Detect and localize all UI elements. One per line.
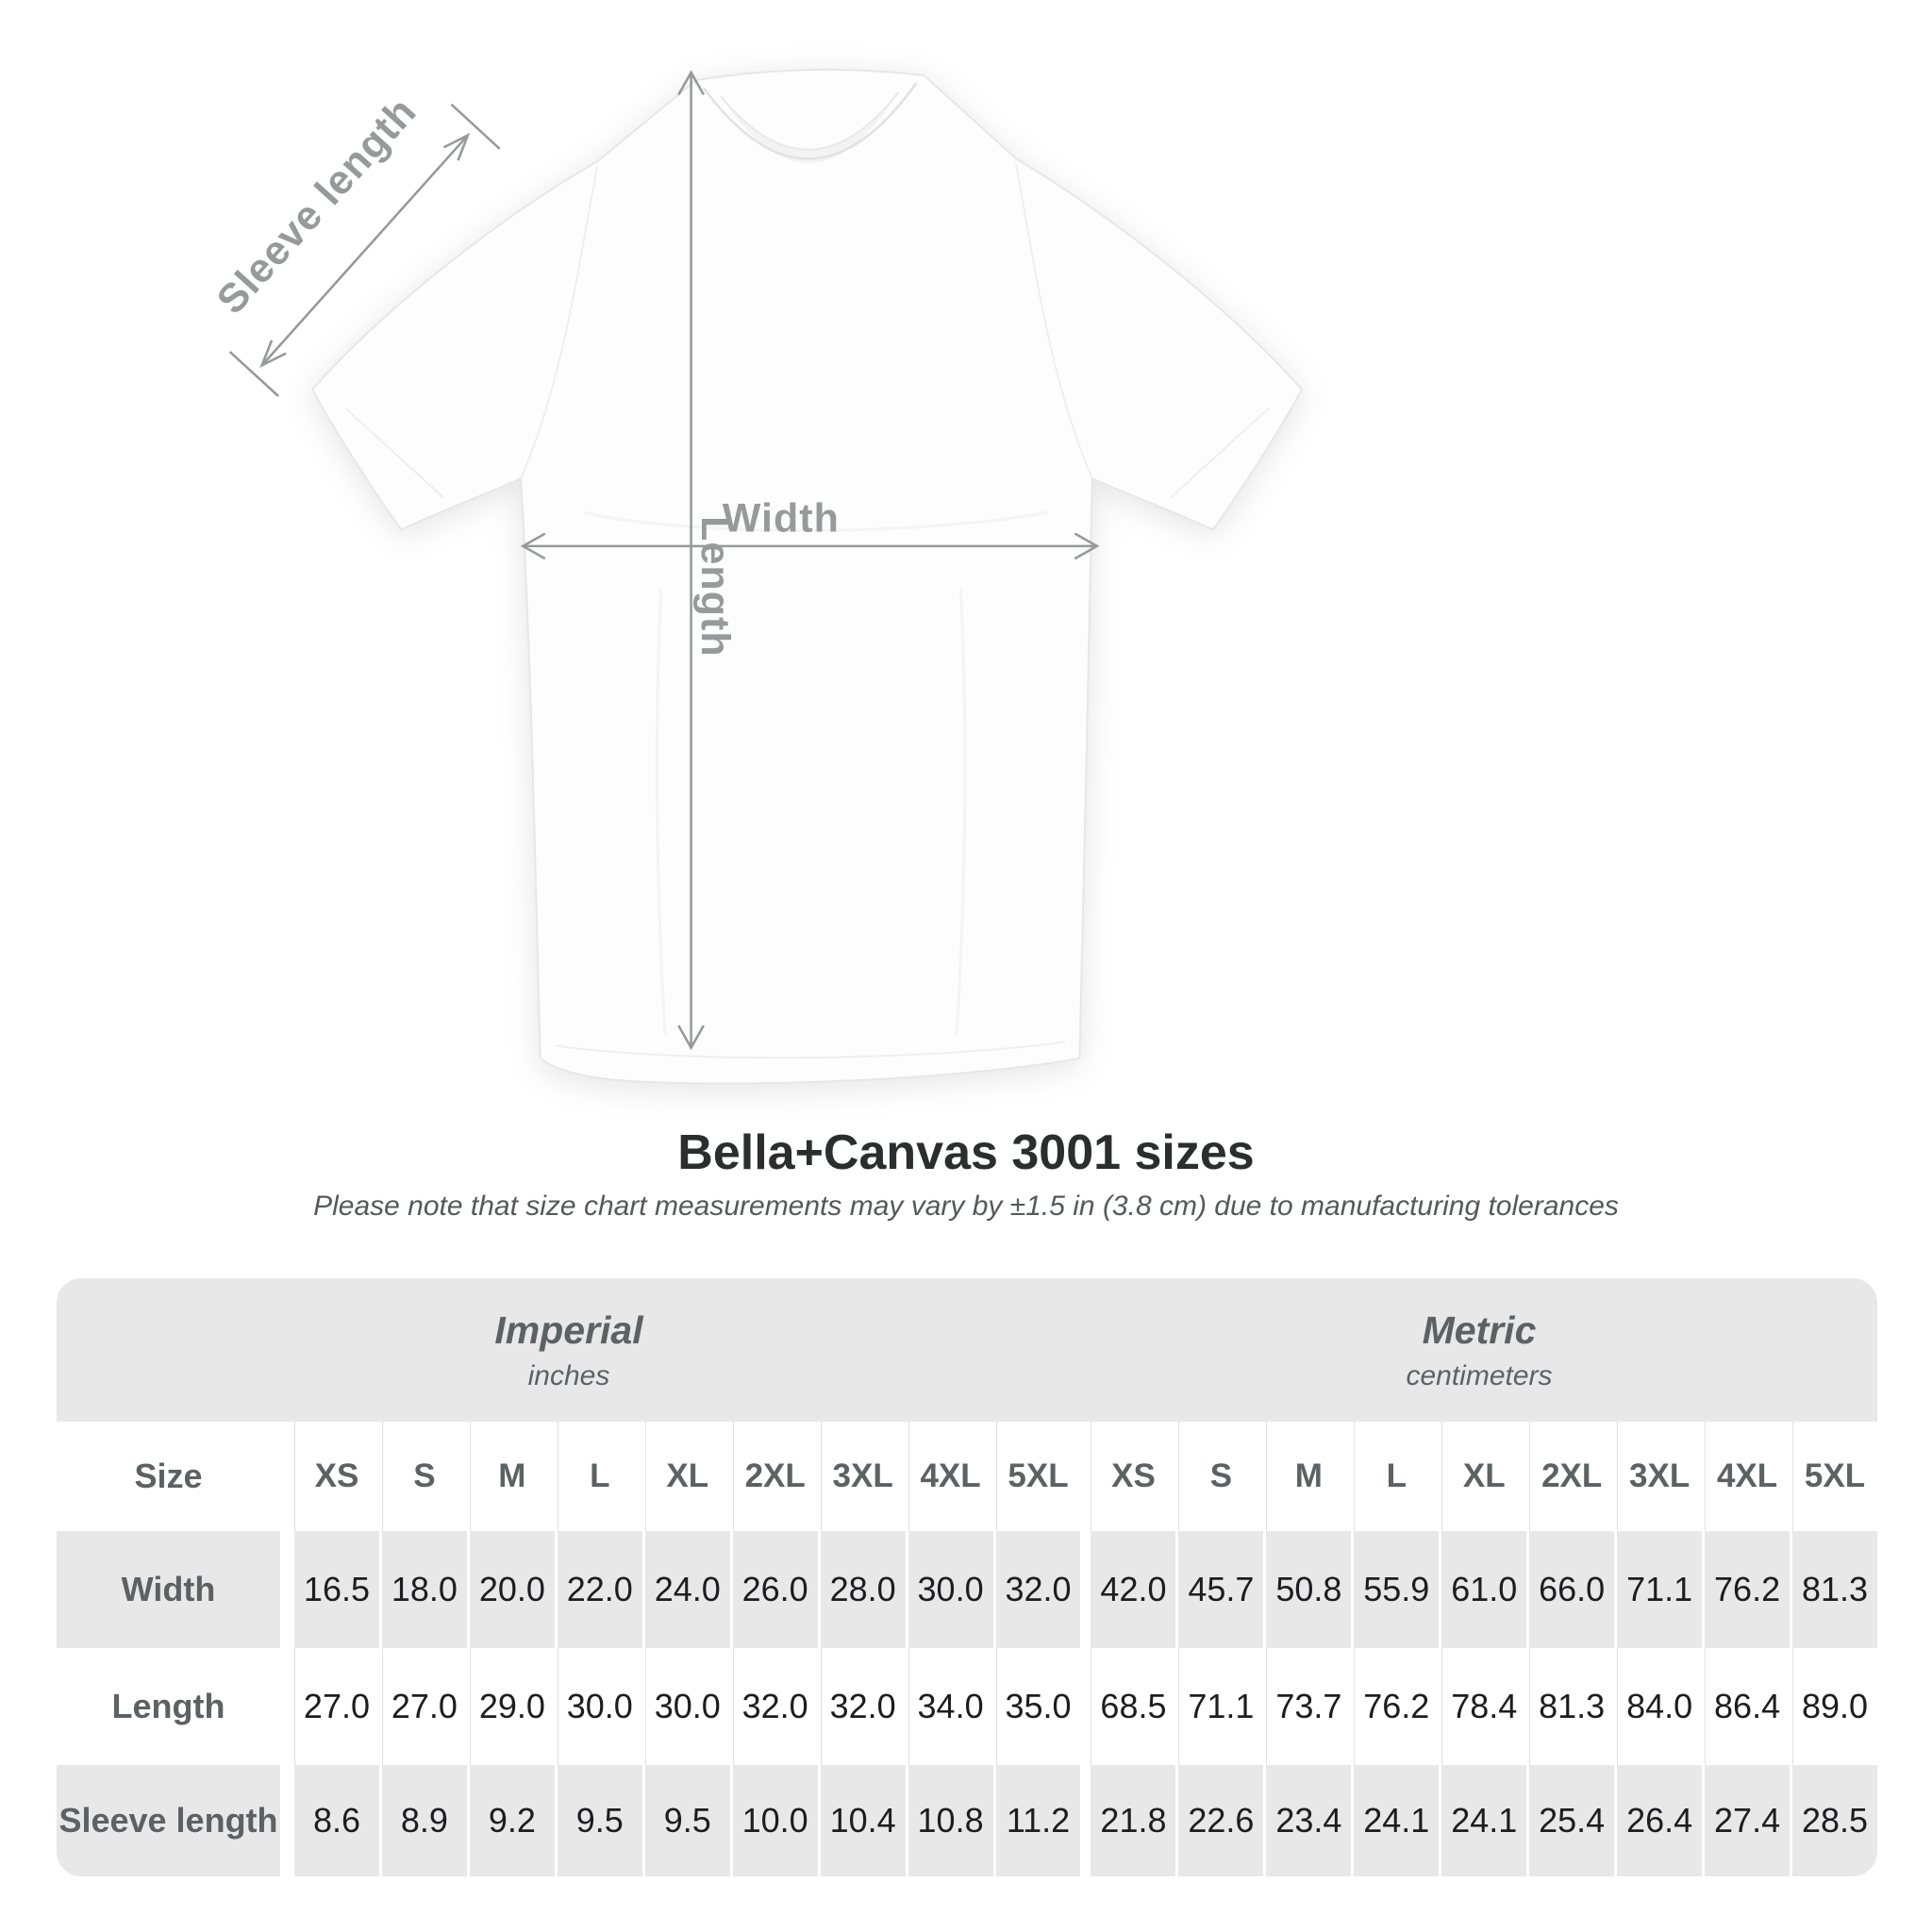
size-header-metric-xs: XS (1088, 1422, 1175, 1531)
sleeve-metric-value: 25.4 (1526, 1765, 1614, 1876)
size-header-metric-l: L (1351, 1422, 1439, 1531)
table-row-sleeve-length (57, 1765, 1877, 1876)
section-gap (280, 1422, 291, 1531)
width-metric-value: 71.1 (1614, 1531, 1702, 1648)
table-row-width (57, 1531, 1877, 1648)
width-imperial-value: 16.5 (291, 1531, 379, 1648)
section-gap (1080, 1648, 1088, 1765)
size-header-imperial-4xl: 4XL (906, 1422, 993, 1531)
size-header-imperial-5xl: 5XL (993, 1422, 1081, 1531)
section-gap (280, 1648, 291, 1765)
sleeve-imperial-value: 10.0 (730, 1765, 818, 1876)
width-metric-value: 81.3 (1790, 1531, 1877, 1648)
length-metric-value: 71.1 (1175, 1648, 1263, 1765)
imperial-label: Imperial (494, 1307, 643, 1352)
length-imperial-value: 35.0 (993, 1648, 1081, 1765)
length-imperial-value: 32.0 (730, 1648, 818, 1765)
size-header-metric-xl: XL (1439, 1422, 1526, 1531)
length-metric-value: 81.3 (1526, 1648, 1614, 1765)
tshirt-illustration (312, 70, 1302, 1084)
sleeve-metric-value: 24.1 (1351, 1765, 1439, 1876)
length-metric-value: 89.0 (1790, 1648, 1877, 1765)
width-imperial-value: 30.0 (906, 1531, 993, 1648)
section-gap (280, 1765, 291, 1876)
length-imperial-value: 27.0 (379, 1648, 467, 1765)
page-subtitle: Please note that size chart measurements may vary by ±1.5 in (3.8 cm) due to manufacturing tolerances (313, 1191, 1619, 1222)
size-header-imperial-3xl: 3XL (818, 1422, 906, 1531)
row-label-sleeve-length: Sleeve length (57, 1765, 280, 1876)
section-gap (1080, 1765, 1088, 1876)
length-label: Length (691, 516, 738, 658)
metric-label: Metric (1422, 1307, 1537, 1352)
width-imperial-value: 20.0 (467, 1531, 555, 1648)
sleeve-metric-value: 23.4 (1263, 1765, 1351, 1876)
width-imperial-value: 24.0 (642, 1531, 730, 1648)
size-header-metric-m: M (1263, 1422, 1351, 1531)
size-header-imperial-2xl: 2XL (730, 1422, 818, 1531)
section-gap (1080, 1422, 1088, 1531)
size-header-metric-s: S (1175, 1422, 1263, 1531)
row-label-length: Length (111, 1687, 225, 1725)
width-imperial-value: 32.0 (993, 1531, 1081, 1648)
width-metric-value: 66.0 (1526, 1531, 1614, 1648)
length-imperial-value: 30.0 (555, 1648, 642, 1765)
length-metric-value: 73.7 (1263, 1648, 1351, 1765)
size-column-header: Size (134, 1457, 203, 1495)
sleeve-imperial-value: 8.9 (379, 1765, 467, 1876)
table-row-length (57, 1648, 1877, 1765)
sleeve-metric-value: 24.1 (1439, 1765, 1526, 1876)
width-imperial-value: 18.0 (379, 1531, 467, 1648)
size-header-imperial-m: M (467, 1422, 555, 1531)
sleeve-metric-value: 27.4 (1702, 1765, 1790, 1876)
sleeve-imperial-value: 10.8 (906, 1765, 993, 1876)
imperial-units: inches (527, 1359, 610, 1391)
length-metric-value: 76.2 (1351, 1648, 1439, 1765)
width-metric-value: 45.7 (1175, 1531, 1263, 1648)
imperial-section-header (57, 1278, 1081, 1422)
table-header-row (57, 1422, 1877, 1531)
size-header-imperial-xs: XS (291, 1422, 379, 1531)
page-title: Bella+Canvas 3001 sizes (677, 1125, 1255, 1180)
length-imperial-value: 27.0 (291, 1648, 379, 1765)
size-table (57, 1278, 1877, 1876)
width-imperial-value: 28.0 (818, 1531, 906, 1648)
sleeve-imperial-value: 11.2 (993, 1765, 1081, 1876)
size-header-metric-5xl: 5XL (1790, 1422, 1877, 1531)
metric-section-header (1081, 1278, 1877, 1422)
length-metric-value: 86.4 (1702, 1648, 1790, 1765)
length-metric-value: 84.0 (1614, 1648, 1702, 1765)
metric-units: centimeters (1406, 1359, 1553, 1391)
length-imperial-value: 30.0 (642, 1648, 730, 1765)
sleeve-imperial-value: 8.6 (291, 1765, 379, 1876)
length-imperial-value: 34.0 (906, 1648, 993, 1765)
sleeve-length-label: Sleeve length (208, 89, 425, 324)
width-metric-value: 50.8 (1263, 1531, 1351, 1648)
size-header-imperial-xl: XL (642, 1422, 730, 1531)
row-label-width: Width (57, 1531, 280, 1648)
sleeve-imperial-value: 9.5 (555, 1765, 642, 1876)
width-imperial-value: 22.0 (555, 1531, 642, 1648)
width-metric-value: 61.0 (1439, 1531, 1526, 1648)
section-gap (280, 1531, 291, 1648)
size-header-imperial-l: L (555, 1422, 642, 1531)
width-imperial-value: 26.0 (730, 1531, 818, 1648)
sleeve-metric-value: 28.5 (1790, 1765, 1877, 1876)
width-metric-value: 76.2 (1702, 1531, 1790, 1648)
size-header-metric-2xl: 2XL (1526, 1422, 1614, 1531)
sleeve-metric-value: 26.4 (1614, 1765, 1702, 1876)
length-metric-value: 78.4 (1439, 1648, 1526, 1765)
sleeve-metric-value: 22.6 (1175, 1765, 1263, 1876)
sleeve-metric-value: 21.8 (1088, 1765, 1175, 1876)
sleeve-imperial-value: 10.4 (818, 1765, 906, 1876)
size-header-metric-3xl: 3XL (1614, 1422, 1702, 1531)
width-metric-value: 55.9 (1351, 1531, 1439, 1648)
size-header-metric-4xl: 4XL (1702, 1422, 1790, 1531)
sleeve-imperial-value: 9.5 (642, 1765, 730, 1876)
size-header-imperial-s: S (379, 1422, 467, 1531)
units-band (57, 1278, 1877, 1422)
tshirt-body (312, 70, 1302, 1084)
section-gap (1080, 1531, 1088, 1648)
length-imperial-value: 29.0 (467, 1648, 555, 1765)
width-metric-value: 42.0 (1088, 1531, 1175, 1648)
width-label: Width (722, 495, 840, 541)
length-imperial-value: 32.0 (818, 1648, 906, 1765)
length-metric-value: 68.5 (1088, 1648, 1175, 1765)
sleeve-imperial-value: 9.2 (467, 1765, 555, 1876)
